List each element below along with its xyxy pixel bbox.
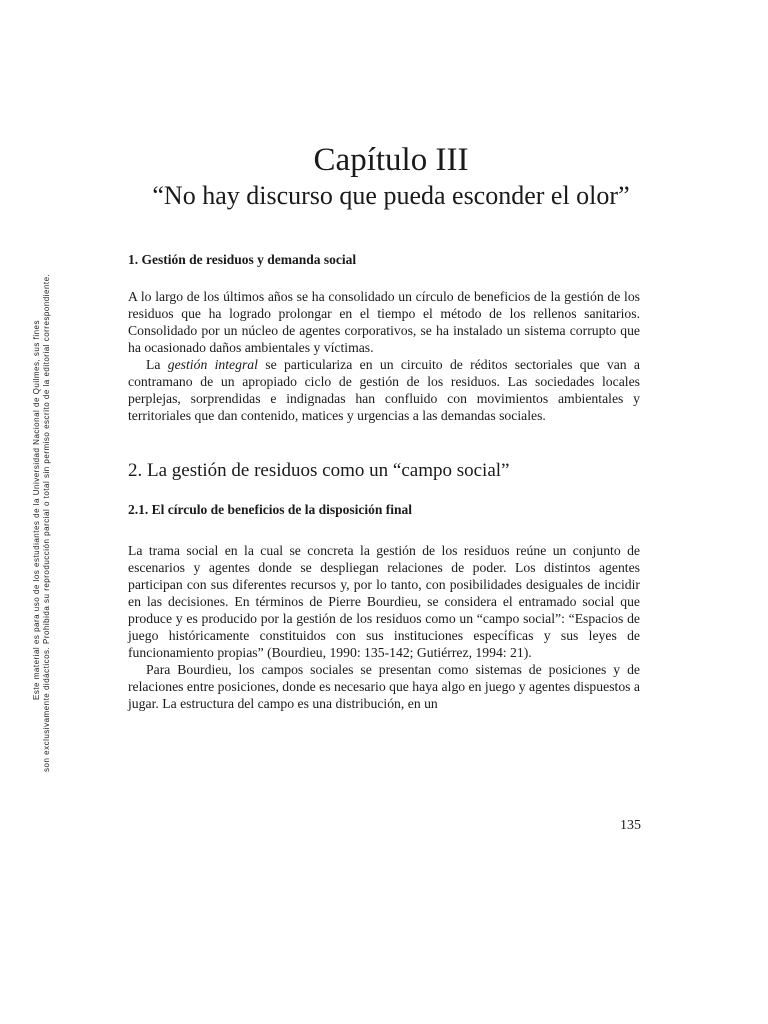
chapter-header [142, 140, 640, 212]
section-1-paragraph-2 [128, 356, 640, 424]
section-2-paragraph-1: La trama social en la cual se concreta la gestión de los residuos reúne un conjunto de escenarios y agentes donde se despliegan relaciones de poder. Los distintos agentes participan con sus diferentes recursos y, por lo tanto, con posibilidades desiguales de incidir en las decisiones. En términos de Pierre Bourdieu, se considera el entramado social que produce y es producido por la gestión de los residuos como un “campo social”: “Espacios de juego históricamente constituidos con sus instituciones específicas y sus leyes de funcionamiento propias” (Bourdieu, 1990: 135-142; Gutiérrez, 1994: 21). [128, 543, 640, 660]
section-2-paragraph-2: Para Bourdieu, los campos sociales se presentan como sistemas de posiciones y de relaciones entre posiciones, donde es necesario que haya algo en juego y agentes dispuestos a jugar. La estructura del campo es una distribución, en un [128, 662, 640, 711]
chapter-label: Capítulo III [313, 142, 469, 178]
paragraph-2-rest: se particulariza en un circuito de réditos sectoriales que van a contramano de un apropiado ciclo de gestión de los residuos. Las sociedades locales perplejas, sorprendidas e indignadas han confluido con movimientos ambientales y territoriales que dan contenido, matices y urgencias a las demandas sociales. [128, 357, 640, 423]
gestion-integral-emphasis: gestión integral [167, 357, 258, 372]
section-1-paragraph-1: A lo largo de los últimos años se ha consolidado un círculo de beneficios de la gestión de los residuos que ha logrado prolongar en el tiempo el método de los rellenos sanitarios. Consolidado por un núcleo de agentes corporativos, se ha instalado un sistema corrupto que ha ocasionado daños ambientales y víctimas. [128, 289, 640, 355]
paragraph-2-start: La [146, 357, 168, 372]
chapter-title: “No hay discurso que pueda esconder el olor” [152, 181, 630, 210]
section-1-heading: 1. Gestión de residuos y demanda social [128, 252, 357, 267]
section-2-heading: 2. La gestión de residuos como un “campo social” [128, 460, 510, 481]
page-number: 135 [620, 818, 641, 833]
subsection-2-1-heading: 2.1. El círculo de beneficios de la disposición final [128, 502, 413, 517]
page-content [128, 140, 640, 712]
copyright-notice-line-1: Este material es para uso de los estudiantes de la Universidad Nacional de Quilmes, sus fines [32, 319, 41, 700]
copyright-notice-line-2: son exclusivamente didácticos. Prohibida su reproducción parcial o total sin permiso escrito de la editorial correspondiente. [42, 273, 51, 772]
